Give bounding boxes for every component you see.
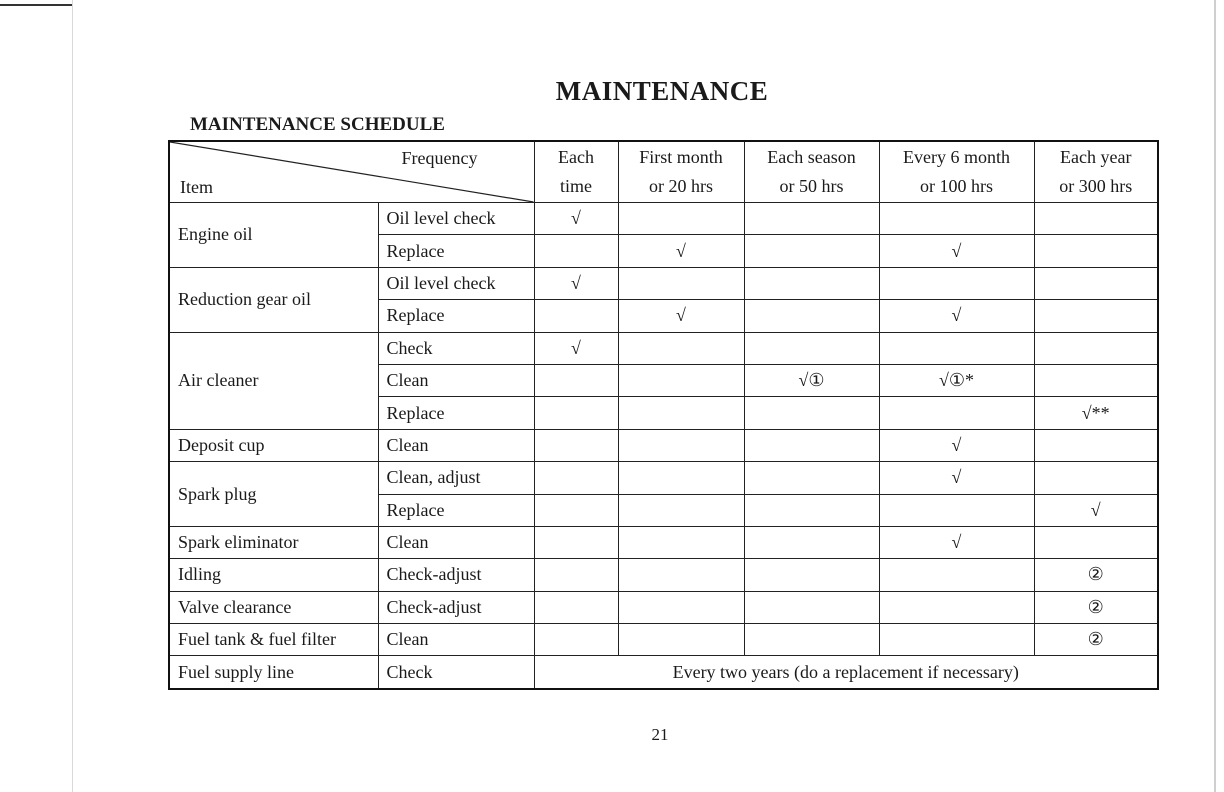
check-cell — [534, 397, 618, 429]
check-cell — [744, 235, 879, 267]
check-cell — [534, 559, 618, 591]
check-cell — [618, 526, 744, 558]
check-cell — [618, 624, 744, 656]
check-cell — [1034, 526, 1158, 558]
table-row — [169, 203, 1158, 235]
check-cell: √ — [879, 300, 1034, 332]
check-cell: √ — [618, 300, 744, 332]
col-header-each-year: Each year or 300 hrs — [1034, 141, 1158, 203]
check-cell — [744, 300, 879, 332]
check-cell — [879, 203, 1034, 235]
check-cell — [744, 462, 879, 494]
check-cell: ② — [1034, 591, 1158, 623]
action-cell: Clean, adjust — [378, 462, 534, 494]
scan-edge-mark — [0, 4, 72, 6]
check-cell: ② — [1034, 559, 1158, 591]
check-cell: √ — [879, 429, 1034, 461]
check-cell — [879, 267, 1034, 299]
check-cell: √① — [744, 364, 879, 396]
check-cell — [618, 397, 744, 429]
item-cell: Fuel tank & fuel filter — [169, 624, 378, 656]
check-cell: √ — [879, 462, 1034, 494]
check-cell — [618, 332, 744, 364]
check-cell — [1034, 300, 1158, 332]
action-cell: Oil level check — [378, 267, 534, 299]
check-cell — [534, 462, 618, 494]
table-row — [169, 429, 1158, 461]
item-cell: Spark plug — [169, 462, 378, 527]
check-cell: √ — [879, 526, 1034, 558]
table-row — [169, 656, 1158, 689]
check-cell — [744, 332, 879, 364]
check-cell — [744, 591, 879, 623]
check-cell — [618, 267, 744, 299]
check-cell — [744, 267, 879, 299]
check-cell — [1034, 332, 1158, 364]
action-cell: Clean — [378, 624, 534, 656]
check-cell — [618, 429, 744, 461]
col-header-each-time: Each time — [534, 141, 618, 203]
scan-gutter-line — [72, 0, 73, 792]
action-cell: Replace — [378, 397, 534, 429]
check-cell — [744, 624, 879, 656]
check-cell: ② — [1034, 624, 1158, 656]
check-cell — [1034, 203, 1158, 235]
maintenance-schedule-table — [168, 140, 1159, 690]
item-cell: Deposit cup — [169, 429, 378, 461]
check-cell: √ — [534, 267, 618, 299]
item-cell: Air cleaner — [169, 332, 378, 429]
check-cell — [534, 364, 618, 396]
check-cell — [744, 494, 879, 526]
check-cell — [618, 559, 744, 591]
header-diagonal-cell — [169, 141, 534, 203]
check-cell: √ — [534, 332, 618, 364]
item-cell: Idling — [169, 559, 378, 591]
check-cell: √ — [534, 203, 618, 235]
check-cell — [534, 624, 618, 656]
col-header-every-6-month: Every 6 month or 100 hrs — [879, 141, 1034, 203]
col-header-first-month: First month or 20 hrs — [618, 141, 744, 203]
check-cell — [744, 397, 879, 429]
check-cell — [1034, 235, 1158, 267]
check-cell — [1034, 364, 1158, 396]
action-cell: Clean — [378, 526, 534, 558]
check-cell — [1034, 429, 1158, 461]
section-title: MAINTENANCE SCHEDULE — [190, 114, 445, 135]
check-cell — [879, 332, 1034, 364]
action-cell: Check-adjust — [378, 559, 534, 591]
check-cell — [744, 559, 879, 591]
table-row — [169, 624, 1158, 656]
table-row — [169, 559, 1158, 591]
check-cell — [534, 526, 618, 558]
check-cell: √ — [618, 235, 744, 267]
check-cell — [744, 429, 879, 461]
check-cell — [744, 203, 879, 235]
check-cell — [1034, 267, 1158, 299]
item-label: Item — [180, 177, 213, 197]
check-cell: √** — [1034, 397, 1158, 429]
action-cell: Check-adjust — [378, 591, 534, 623]
page-number: 21 — [651, 725, 669, 744]
table-row — [169, 332, 1158, 364]
action-cell: Replace — [378, 300, 534, 332]
action-cell: Clean — [378, 429, 534, 461]
table-row — [169, 591, 1158, 623]
check-cell — [618, 203, 744, 235]
check-cell — [879, 494, 1034, 526]
header-row — [169, 141, 1158, 203]
check-cell — [879, 397, 1034, 429]
check-cell — [879, 591, 1034, 623]
item-cell: Spark eliminator — [169, 526, 378, 558]
action-cell: Replace — [378, 235, 534, 267]
check-cell — [534, 591, 618, 623]
col-header-each-season: Each season or 50 hrs — [744, 141, 879, 203]
frequency-label: Frequency — [401, 148, 478, 168]
check-cell — [618, 591, 744, 623]
check-cell — [744, 526, 879, 558]
check-cell — [534, 235, 618, 267]
check-cell — [1034, 462, 1158, 494]
check-cell: √①* — [879, 364, 1034, 396]
check-cell — [534, 429, 618, 461]
table-row — [169, 267, 1158, 299]
scan-edge-line — [1214, 0, 1216, 792]
check-cell — [879, 559, 1034, 591]
check-cell — [618, 462, 744, 494]
action-cell: Replace — [378, 494, 534, 526]
item-cell: Engine oil — [169, 203, 378, 268]
check-cell — [618, 364, 744, 396]
check-cell — [618, 494, 744, 526]
table-row — [169, 526, 1158, 558]
check-cell — [879, 624, 1034, 656]
check-cell: √ — [1034, 494, 1158, 526]
page-title: MAINTENANCE — [555, 76, 769, 106]
check-cell: √ — [879, 235, 1034, 267]
check-cell — [534, 300, 618, 332]
action-cell: Oil level check — [378, 203, 534, 235]
item-cell: Valve clearance — [169, 591, 378, 623]
check-cell — [534, 494, 618, 526]
action-cell: Clean — [378, 364, 534, 396]
item-cell: Fuel supply line — [169, 656, 378, 689]
schedule-note-cell: Every two years (do a replacement if necessary) — [534, 656, 1158, 689]
action-cell: Check — [378, 656, 534, 689]
item-cell: Reduction gear oil — [169, 267, 378, 332]
table-row — [169, 462, 1158, 494]
diagonal-divider — [170, 142, 534, 202]
action-cell: Check — [378, 332, 534, 364]
